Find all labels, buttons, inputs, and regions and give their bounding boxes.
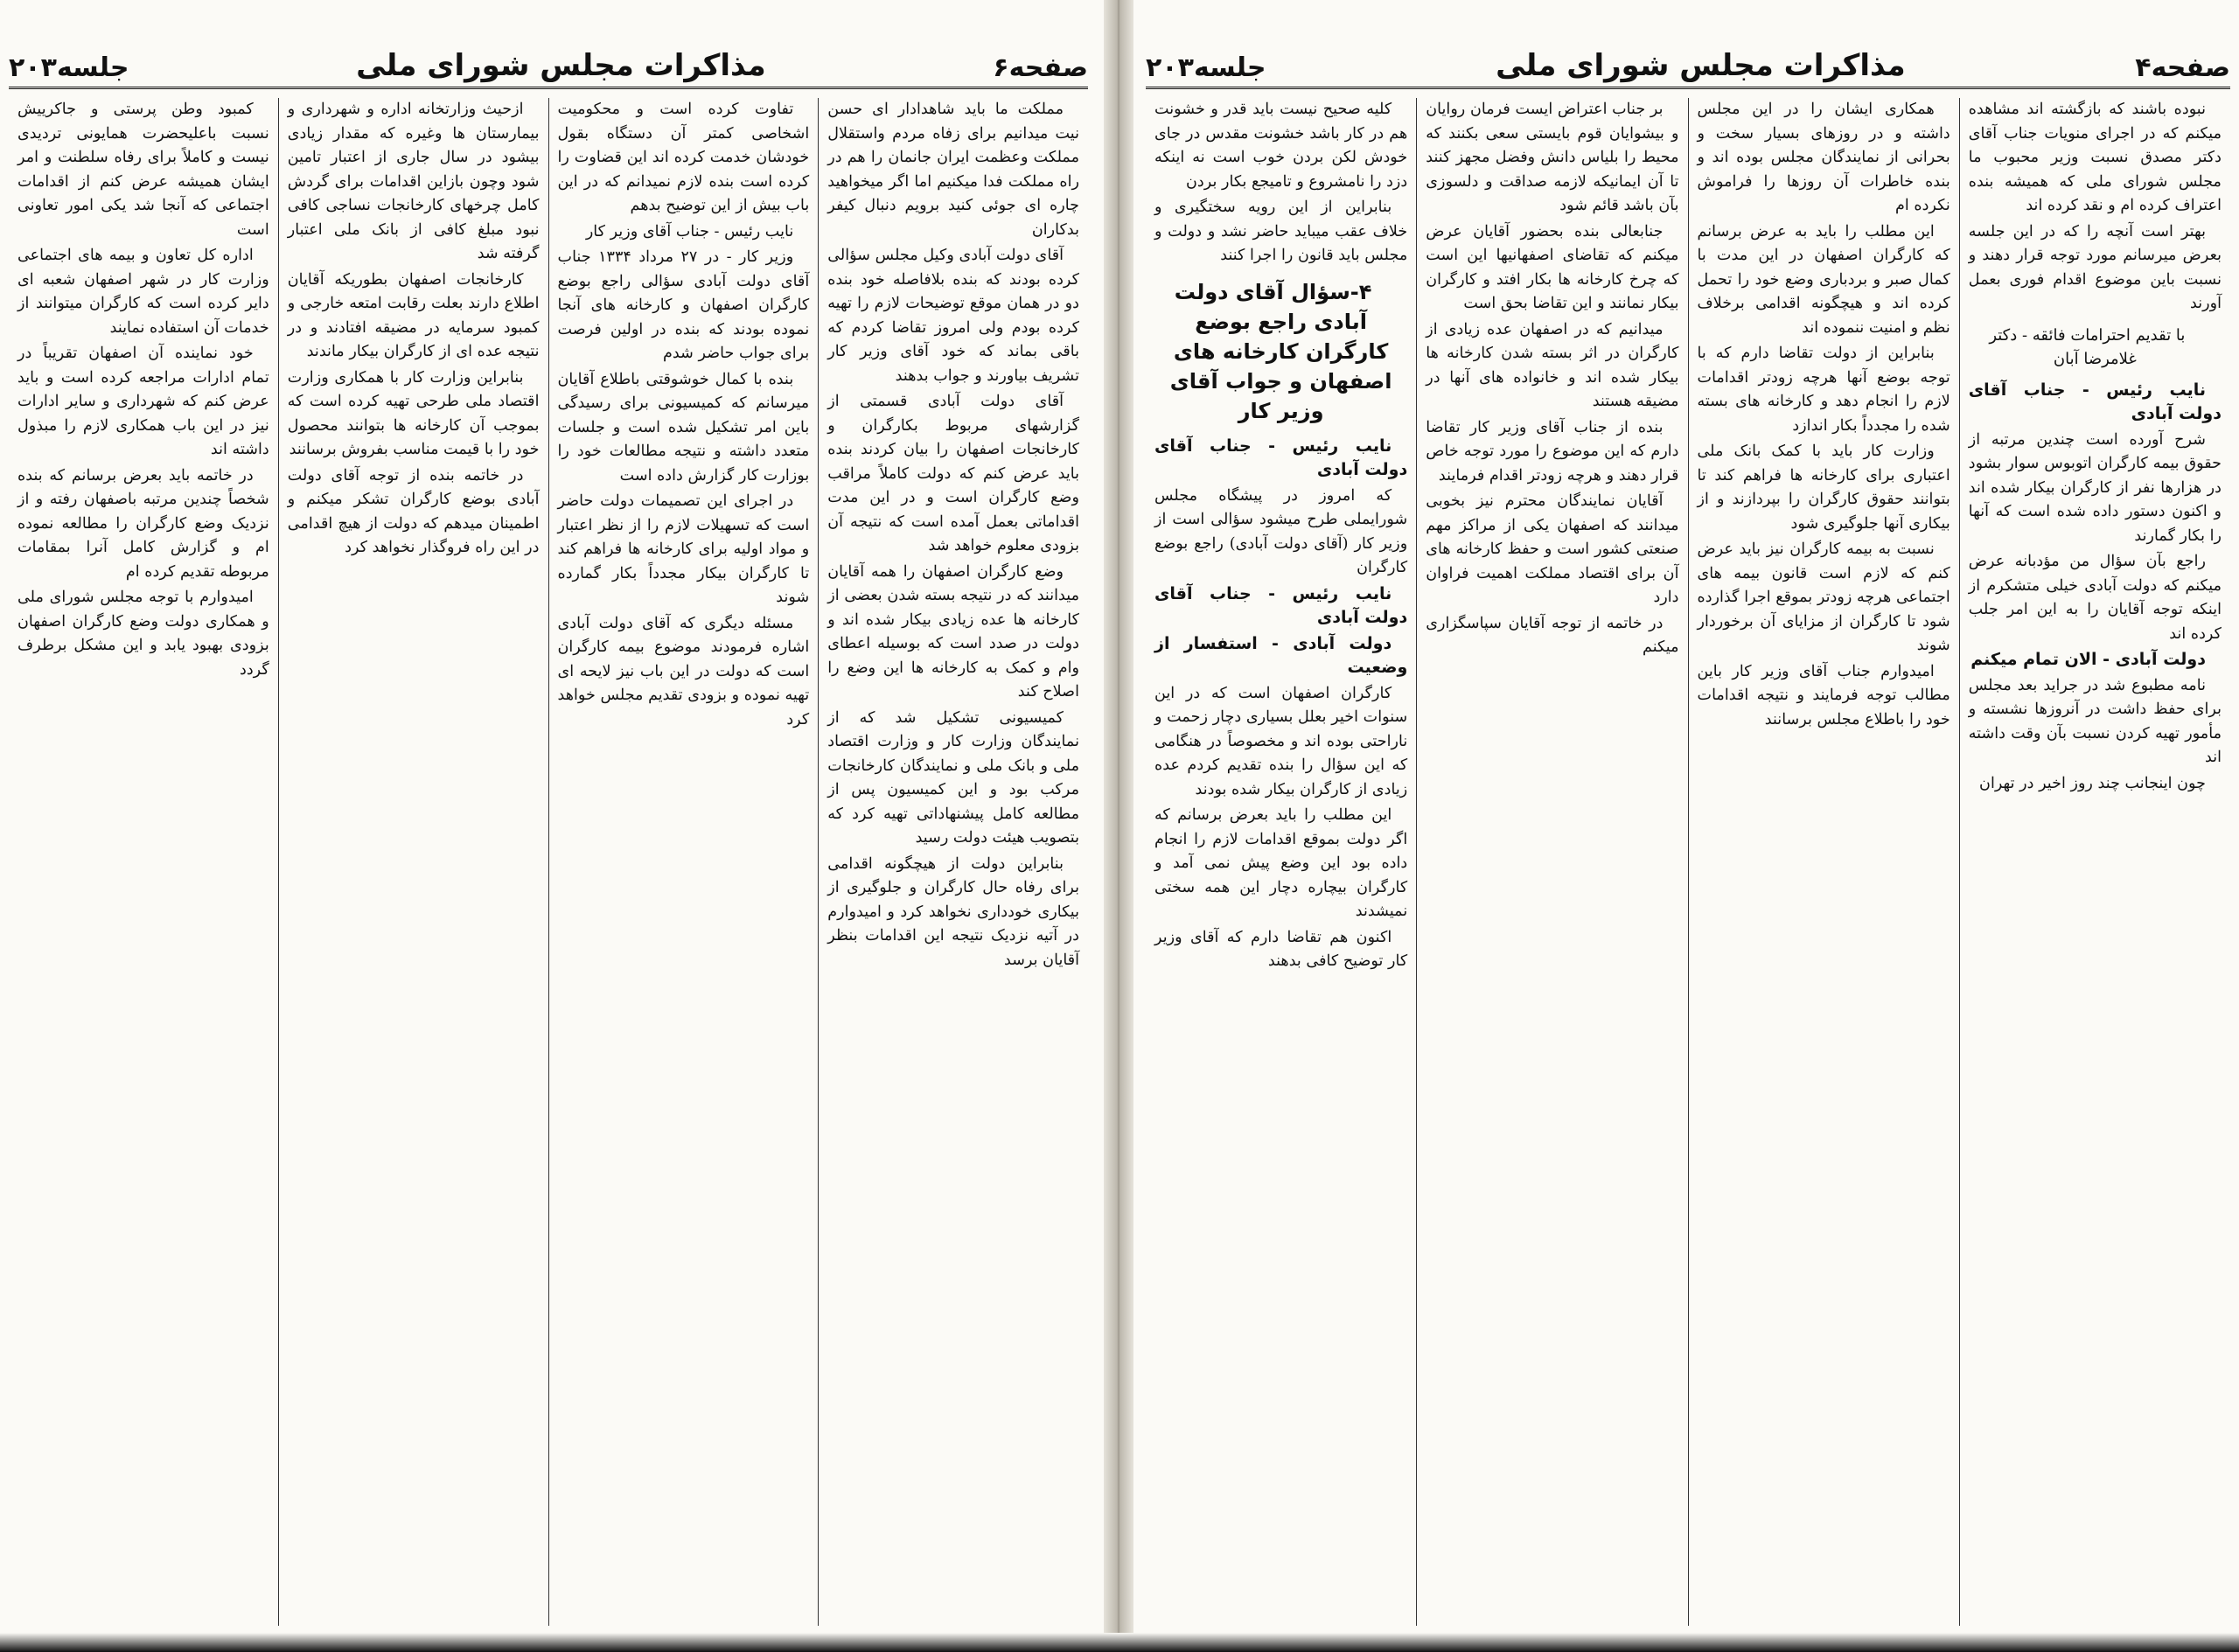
speaker-line: نایب رئیس - جناب آقای دولت آبادی xyxy=(1154,436,1408,479)
paragraph: کارگران اصفهان است که در این سنوات اخیر بعلل بسیاری دچار زحمت و ناراحتی بوده اند و مخصوصاً در هنگامی که این سؤال را بنده تقدیم کردم عده زیادی از کارگران بیکار شده بودند xyxy=(1154,684,1408,798)
left-page xyxy=(0,0,1104,1652)
paragraph: بر جناب اعتراض ایست فرمان روایان و بیشوایان قوم بایستی سعی بکنند که محیط را بلیاس دانش وفضل مجهز کنند تا آن ایمانیکه لازمه صداقت و دلسوزی بآن باشد قائم شود xyxy=(1426,101,1679,214)
text-column xyxy=(1146,98,1416,1626)
left-page-header xyxy=(9,48,1088,89)
paragraph: نسبت به بیمه کارگران نیز باید عرض کنم که لازم است قانون بیمه های اجتماعی هرچه زودتر بموقع اجرا گذارده شود تا کارگران از مزایای آن برخوردار شوند xyxy=(1697,540,1950,654)
paragraph: در اجرای این تصمیمات دولت حاضر است که تسهیلات لازم را از نظر اعتبار و مواد اولیه برای کارخانه ها فراهم کند تا کارگران بیکار مجدداً بکار گمارده شوند xyxy=(557,492,810,606)
speaker-line: دولت آبادی - الان تمام میکنم xyxy=(1970,650,2206,669)
paragraph: اکنون هم تقاضا دارم که آقای وزیر کار توضیح کافی بدهند xyxy=(1154,928,1408,970)
paragraph: در خاتمه از توجه آقایان سپاسگزاری میکنم xyxy=(1426,614,1679,656)
paragraph: این مطلب را باید بعرض برسانم که اگر دولت بموقع اقدامات لازم را انجام داده بود این وضع پیش نمی آمد و کارگران بیچاره دچار این همه سختی نمیشدند xyxy=(1154,806,1408,920)
text-column xyxy=(278,98,548,1626)
paragraph: بنده از جناب آقای وزیر کار تقاضا دارم که این موضوع را مورد توجه خاص قرار دهند و هرچه زودتر اقدام فرمایند xyxy=(1426,418,1679,484)
paragraph: وزارت کار باید با کمک بانک ملی اعتباری برای کارخانه ها فراهم کند تا بتوانند حقوق کارگران را بپردازند و از بیکاری آنها جلوگیری شود xyxy=(1697,443,1950,533)
paragraph: کلیه صحیح نیست باید قدر و خشونت هم در کار باشد خشونت مقدس در جای خودش لکن بردن خوب است نه اینکه دزد را نامشروع و تامیجع بکار بردن xyxy=(1154,101,1408,191)
paragraph: در خاتمه باید بعرض برسانم که بنده شخصاً چندین مرتبه باصفهان رفته و از نزدیک وضع کارگران را مطالعه نموده ام و گزارش کامل آنرا بمقامات مربوطه تقدیم کرده ام xyxy=(17,466,269,581)
paragraph: کمبود وطن پرستی و جاکرییش نسبت باعلیحضرت همایونی تردیدی نیست و کاملاً برای رفاه سلطنت و امر ایشان همیشه عرض کنم از اقدامات اجتماعی که آنجا شد یکی امور تعاونی است xyxy=(17,101,269,239)
scan-edge xyxy=(0,1633,2239,1652)
session-number: جلسه۲۰۳ xyxy=(9,52,129,83)
text-column xyxy=(1959,98,2230,1626)
paragraph: مملکت ما باید شاهدادار ای حسن نیت میدانیم برای زفاه مردم واستقلال مملکت وعظمت ایران جانمان را هم در راه مملکت فدا میکنیم اما اگر میخواهید چاره ای جوئی کنید برویم دنبال کیفر بدکاران xyxy=(827,101,1079,239)
paragraph: اداره کل تعاون و بیمه های اجتماعی وزارت کار در شهر اصفهان شعبه ای دایر کرده است که کارگران میتوانند از خدمات آن استفاده نمایند xyxy=(17,247,269,337)
paragraph: تفاوت کرده است و محکومیت اشخاصی کمتر آن دستگاه بقول خودشان خدمت کرده اند این قضاوت را کرده است بنده لازم نمیدانم که در این باب بیش از این توضیح بدهم xyxy=(557,101,810,214)
paragraph: نبوده باشند که بازگشته اند مشاهده میکنم که در اجرای منویات جناب آقای دکتر مصدق نسبت وزیر محبوب ما مجلس شورای ملی که همیشه بنده اعتراف کرده ام و نقد کرده اند xyxy=(1968,101,2222,214)
speaker-line: نایب رئیس - جناب آقای دولت آبادی xyxy=(1154,583,1408,627)
paragraph: بنابراین از دولت تقاضا دارم که با توجه بوضع آنها هرچه زودتر اقدامات لازم را انجام دهد و کارخانه های بسته شده را مجدداً بکار اندازد xyxy=(1697,345,1950,435)
text-column xyxy=(548,98,819,1626)
letter-signature: با تقدیم احترامات فائقه - دکتر غلامرضا آبان xyxy=(1989,325,2186,368)
paragraph: بهتر است آنچه را که در این جلسه بعرض میرسانم مورد توجه قرار دهند و نسبت باین موضوع اقدام فوری بعمل آورند xyxy=(1968,222,2222,312)
speaker-line: دولت آبادی - استفسار از وضعیت xyxy=(1154,633,1408,677)
paragraph: خود نماینده آن اصفهان تقریباً در تمام ادارات مراجعه کرده است و باید عرض کنم که شهرداری و سایر ادارات نیز در این باب همکاری لازم را مبذول داشته اند xyxy=(17,345,269,458)
paragraph: نامه مطبوع شد در جراید بعد مجلس برای حفظ داشت در آنروزها نشسته و مأمور تهیه کردن نسبت بآن وقت داشته اند xyxy=(1968,676,2222,766)
paragraph: وزیر کار - در ۲۷ مرداد ۱۳۳۴ جناب آقای دولت آبادی سؤالی راجع بوضع کارگران اصفهان و کارخانه های آنجا نموده بودند که بنده در اولین فرصت برای جواب حاضر شدم xyxy=(557,248,810,362)
section-heading: ۴-سؤال آقای دولت آبادی راجع بوضع کارگران کارخانه های اصفهان و جواب آقای وزیر کار xyxy=(1169,279,1392,423)
paragraph: آقای دولت آبادی قسمتی از گزارشهای مربوط بکارگران و کارخانجات اصفهان را بیان کردند بنده باید عرض کنم که دولت کاملاً مراقب وضع کارگران است و در این مدت اقداماتی بعمل آمده است که نتیجه آن بزودی معلوم خواهد شد xyxy=(827,393,1079,554)
paragraph: همکاری ایشان را در این مجلس داشته و در روزهای بسیار سخت و بحرانی از نمایندگان مجلس بوده اند و بنده خاطرات آن روزها را فراموش نکرده ام xyxy=(1697,101,1950,214)
left-page-columns xyxy=(9,98,1088,1626)
paragraph: امیدوارم با توجه مجلس شورای ملی و همکاری دولت وضع کارگران اصفهان بزودی بهبود یابد و این مشکل برطرف گردد xyxy=(17,589,269,679)
paragraph: در خاتمه بنده از توجه آقای دولت آبادی بوضع کارگران تشکر میکنم و اطمینان میدهم که دولت از هیچ اقدامی در این راه فروگذار نخواهد کرد xyxy=(287,466,540,556)
text-column xyxy=(1416,98,1687,1626)
paragraph: بنابراین وزارت کار با همکاری وزارت اقتصاد ملی طرحی تهیه کرده است که بموجب آن کارخانه ها بتوانند محصول خود را با قیمت مناسب بفروش برسانند xyxy=(287,368,540,458)
paragraph: نایب رئیس - جناب آقای وزیر کار xyxy=(585,222,794,240)
book-gutter xyxy=(1104,0,1133,1652)
paragraph: امیدوارم جناب آقای وزیر کار باین مطالب توجه فرمایند و نتیجه اقدامات خود را باطلاع مجلس برسانند xyxy=(1697,662,1950,728)
paragraph: شرح آورده است چندین مرتبه از حقوق بیمه کارگران اتوبوس سوار بشود در هزارها نفر از کارگران بیکار شده اند و اکنون دستور داده شده است که آنها را بکار گمارند xyxy=(1968,430,2222,545)
right-page-columns xyxy=(1146,98,2230,1626)
paragraph: کمیسیونی تشکیل شد که از نمایندگان وزارت کار و وزارت اقتصاد ملی و بانک ملی و نمایندگان کارخانجات مرکب بود و این کمیسیون پس از مطالعه کامل پیشنهاداتی تهیه کرد که بتصویب هیئت دولت رسید xyxy=(827,708,1079,847)
text-column xyxy=(1688,98,1959,1626)
paragraph: بنابراین دولت از هیچگونه اقدامی برای رفاه حال کارگران و جلوگیری از بیکاری خودداری نخواهد کرد و امیدوارم در آتیه نزدیک نتیجه این اقدامات بنظر آقایان برسد xyxy=(827,854,1079,969)
paragraph: مسئله دیگری که آقای دولت آبادی اشاره فرمودند موضوع بیمه کارگران است که دولت در این باب نیز لایحه ای تهیه نموده و بزودی تقدیم مجلس خواهد کرد xyxy=(557,614,810,728)
page-number: صفحه۴ xyxy=(2135,52,2230,83)
text-column xyxy=(818,98,1088,1626)
paragraph: این مطلب را باید به عرض برسانم که کارگران اصفهان در این مدت با کمال صبر و بردباری وضع خود را تحمل کرده اند و هیچگونه اقدامی برخلاف نظم و امنیت ننموده اند xyxy=(1697,222,1950,337)
paragraph: بنابراین از این رویه سختگیری و خلاف عقب میباید حاضر نشد و دولت و مجلس باید قانون را اجرا کنند xyxy=(1154,199,1408,264)
paragraph: چون اینجانب چند روز اخیر در تهران xyxy=(1979,774,2206,792)
paragraph: آقای دولت آبادی وکیل مجلس سؤالی کرده بودند که بنده بلافاصله خود بنده دو در همان موقع توضیحات لازم را تهیه کرده بودم ولی امروز تقاضا کردم که باقی بماند که خود آقای وزیر کار تشریف بیاورند و جواب بدهند xyxy=(827,247,1079,385)
page-title: مذاکرات مجلس شورای ملی xyxy=(1496,48,1906,83)
paragraph: کارخانجات اصفهان بطوریکه آقایان اطلاع دارند بعلت رقابت امتعه خارجی و کمبود سرمایه در مضیقه افتادند و در نتیجه عده ای از کارگران بیکار ماندند xyxy=(287,270,540,360)
paragraph: ازحیث وزارتخانه اداره و شهرداری و بیمارستان ها وغیره که مقدار زیادی بیشود در سال جاری از اعتبار تامین شود وچون بازاین اقدامات برای گردش کامل چرخهای کارخانجات نساجی کافی نبود مبلغ کافی از بانک ملی اعتبار گرفته شد xyxy=(287,101,540,262)
paragraph: که امروز در پیشگاه مجلس شورایملی طرح میشود سؤالی است از وزیر کار (آقای دولت آبادی) راجع بوضع کارگران xyxy=(1154,486,1408,576)
paragraph: وضع کارگران اصفهان را همه آقایان میدانند که در نتیجه بسته شدن بعضی از کارخانه ها عده زیادی بیکار شده اند و دولت در صدد است که بوسیله اعطای وام و کمک به کارخانه ها این وضع را اصلاح کند xyxy=(827,562,1079,701)
right-page-header xyxy=(1146,48,2230,89)
text-column xyxy=(9,98,278,1626)
session-number: جلسه۲۰۳ xyxy=(1146,52,1266,83)
paragraph: راجع بآن سؤال من مؤدبانه عرض میکنم که دولت آبادی خیلی متشکرم از اینکه توجه آقایان را به این امر جلب کرده اند xyxy=(1968,553,2222,643)
paragraph: بنده با کمال خوشوقتی باطلاع آقایان میرسانم که کمیسیونی برای رسیدگی باین امر تشکیل شده است و جلسات متعدد داشته و نتیجه مطالعات خود را بوزارت کار گزارش داده است xyxy=(557,370,810,484)
paragraph: میدانیم که در اصفهان عده زیادی از کارگران در اثر بسته شدن کارخانه ها بیکار شده اند و خانواده های آنها در مضیقه هستند xyxy=(1426,320,1679,410)
paragraph: آقایان نمایندگان محترم نیز بخوبی میدانند که اصفهان یکی از مراکز مهم صنعتی کشور است و حفظ کارخانه های آن برای اقتصاد مملکت اهمیت فراوان دارد xyxy=(1426,492,1679,606)
page-title: مذاکرات مجلس شورای ملی xyxy=(356,48,766,83)
right-page xyxy=(1133,0,2239,1652)
speaker-line: نایب رئیس - جناب آقای دولت آبادی xyxy=(1968,380,2222,423)
page-number: صفحه۶ xyxy=(993,52,1088,83)
paragraph: جنابعالی بنده بحضور آقایان عرض میکنم که تقاضای اصفهانیها این است که چرخ کارخانه ها بکار افتد و کارگران بیکار نمانند و این تقاضا بحق است xyxy=(1426,222,1679,312)
